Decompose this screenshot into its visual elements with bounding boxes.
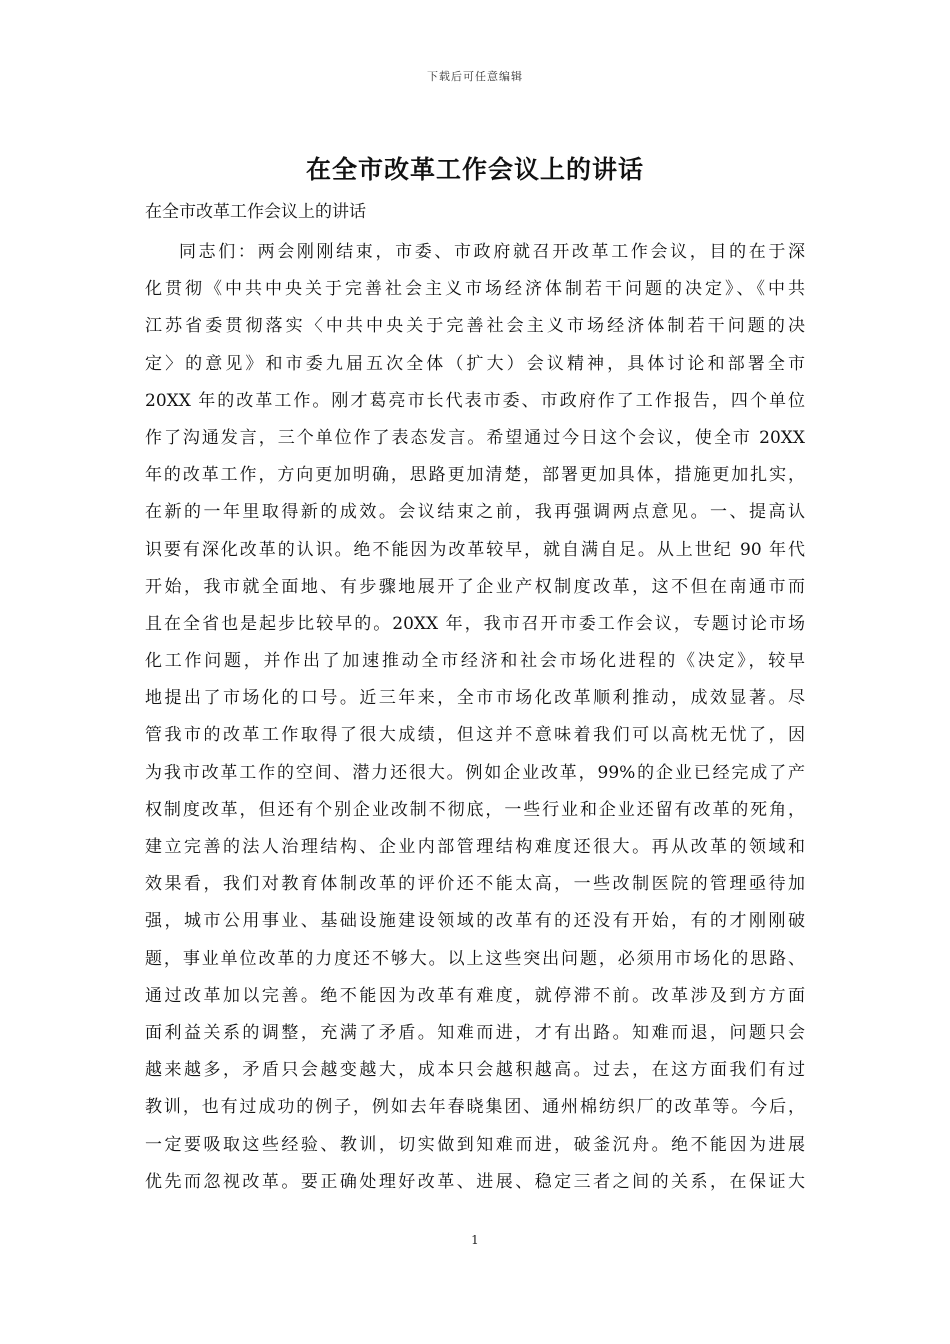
body-text (145, 234, 805, 1201)
body-line: 通过改革加以完善。绝不能因为改革有难度，就停滞不前。改革涉及到方方面 (145, 985, 805, 1006)
body-line: 识要有深化改革的认识。绝不能因为改革较早，就自满自足。从上世纪 90 年代 (145, 539, 805, 560)
body-line: 同志们：两会刚刚结束，市委、市政府就召开改革工作会议，目的在于深 (179, 242, 805, 262)
document-title: 在全市改革工作会议上的讲话 (305, 155, 644, 184)
body-line: 化工作问题，并作出了加速推动全市经济和社会市场化进程的《决定》，较早 (145, 651, 805, 672)
body-line: 为我市改革工作的空间、潜力还很大。例如企业改革，99%的企业已经完成了产 (145, 762, 805, 783)
page-header-note: 下载后可任意编辑 (427, 70, 523, 83)
body-line: 一定要吸取这些经验、教训，切实做到知难而进，破釜沉舟。绝不能因为进展 (145, 1134, 805, 1155)
body-line: 且在全省也是起步比较早的。20XX 年，我市召开市委工作会议，专题讨论市场 (145, 613, 805, 634)
body-line: 在新的一年里取得新的成效。会议结束之前，我再强调两点意见。一、提高认 (145, 502, 805, 523)
body-line: 定〉的意见》和市委九届五次全体（扩大）会议精神，具体讨论和部署全市 (145, 353, 805, 374)
page-number: 1 (471, 1233, 479, 1247)
body-line: 越来越多，矛盾只会越变越大，成本只会越积越高。过去，在这方面我们有过 (145, 1060, 805, 1081)
body-line: 建立完善的法人治理结构、企业内部管理结构难度还很大。再从改革的领域和 (145, 837, 805, 857)
body-line: 作了沟通发言，三个单位作了表态发言。希望通过今日这个会议，使全市 20XX (145, 427, 805, 448)
body-line: 教训，也有过成功的例子，例如去年春晓集团、通州棉纺织厂的改革等。今后， (145, 1097, 805, 1118)
body-line: 江苏省委贯彻落实〈中共中央关于完善社会主义市场经济体制若干问题的决 (145, 316, 805, 337)
body-line: 管我市的改革工作取得了很大成绩，但这并不意味着我们可以高枕无忧了，因 (145, 725, 805, 746)
body-line: 题，事业单位改革的力度还不够大。以上这些突出问题，必须用市场化的思路、 (145, 948, 805, 969)
body-line: 开始，我市就全面地、有步骤地展开了企业产权制度改革，这不但在南通市而 (145, 576, 805, 597)
body-line: 面利益关系的调整，充满了矛盾。知难而进，才有出路。知难而退，问题只会 (145, 1022, 805, 1043)
document-subtitle: 在全市改革工作会议上的讲话 (145, 202, 366, 222)
body-line: 效果看，我们对教育体制改革的评价还不能太高，一些改制医院的管理亟待加 (145, 874, 805, 895)
body-line: 权制度改革，但还有个别企业改制不彻底，一些行业和企业还留有改革的死角， (145, 799, 805, 820)
body-line: 地提出了市场化的口号。近三年来，全市市场化改革顺利推动，成效显著。尽 (145, 688, 805, 709)
body-line: 化贯彻《中共中央关于完善社会主义市场经济体制若干问题的决定》、《中共 (145, 279, 805, 300)
body-line: 年的改革工作，方向更加明确，思路更加清楚，部署更加具体，措施更加扎实， (145, 465, 805, 486)
body-line: 强，城市公用事业、基础设施建设领域的改革有的还没有开始，有的才刚刚破 (145, 911, 805, 932)
body-line: 20XX 年的改革工作。刚才葛亮市长代表市委、市政府作了工作报告，四个单位 (145, 390, 805, 411)
body-line: 优先而忽视改革。要正确处理好改革、进展、稳定三者之间的关系，在保证大 (145, 1171, 805, 1192)
